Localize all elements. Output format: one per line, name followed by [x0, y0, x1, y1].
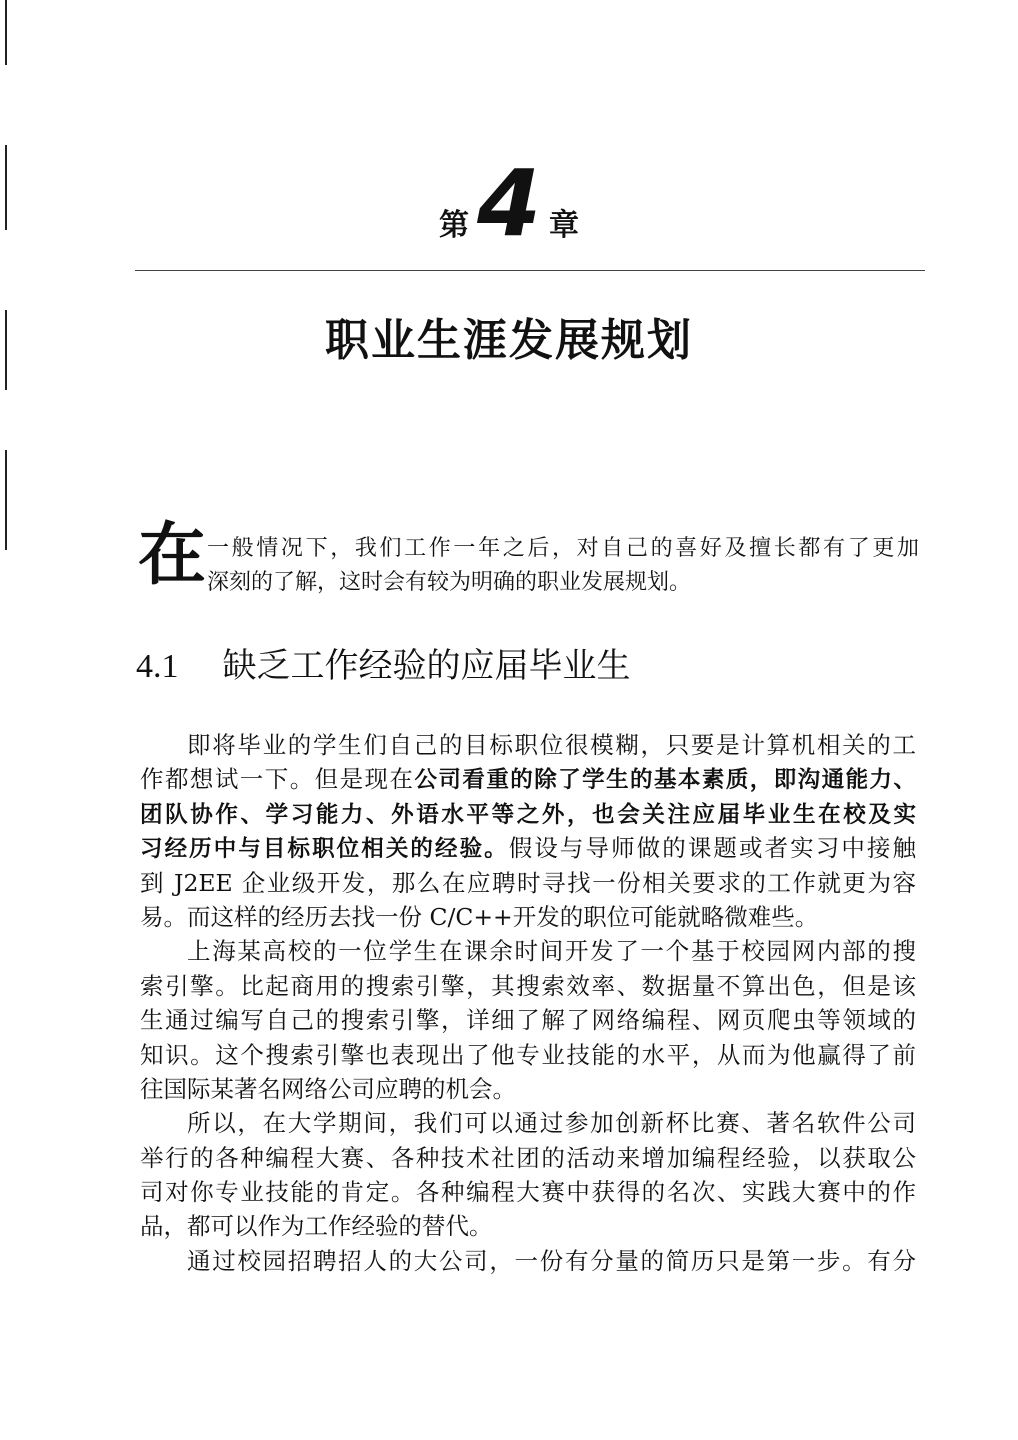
body-text	[140, 728, 916, 1278]
scan-edge-mark	[5, 450, 7, 550]
intro-line: 深刻的了解，这时会有较为明确的职业发展规划。	[207, 570, 692, 595]
chapter-number: 4	[476, 150, 541, 257]
divider	[135, 270, 925, 271]
emphasis: 公司看重的除了学生的基本素质，即沟通能力、	[414, 767, 916, 794]
chapter-suffix: 章	[549, 208, 579, 243]
chapter-prefix: 第	[438, 208, 469, 243]
scan-edge-mark	[5, 0, 7, 65]
emphasis: 团队协作、学习能力、外语水平等之外，也会关注应届毕业生在校及实	[140, 801, 916, 828]
paragraph: 所以，在大学期间，我们可以通过参加创新杯比赛、著名软件公司 举行的各种编程大赛、各种技术社团的活动来增加编程经验，以获取公 司对你专业技能的肯定。各种编程大赛中获得的名次、实践大赛中的作 品，都可以作为工作经验的替代。	[140, 1109, 916, 1241]
dropcap: 在	[138, 516, 207, 595]
chapter-heading	[0, 150, 1018, 257]
emphasis: 习经历中与目标职位相关的经验。	[140, 836, 509, 863]
chapter-title: 职业生涯发展规划	[325, 315, 693, 366]
intro-line: 一般情况下，我们工作一年之后，对自己的喜好及擅长都有了更加	[207, 536, 919, 561]
section-heading: 4.1 缺乏工作经验的应届毕业生	[136, 646, 631, 686]
paragraph: 即将毕业的学生们自己的目标职位很模糊，只要是计算机相关的工 作都想试一下。但是现在公司看重的除了学生的基本素质，即沟通能力、 团队协作、学习能力、外语水平等之外，也会关注应届毕业生在校及实 习经历中与目标职位相关的经验。假设与导师做的课题或者实习中接触 到 J2EE 企业级开发，那么在应聘时寻找一份相关要求的工作就更为容 易。而这样的经历去找一份 C/C++开发的职位可能就略微难些。	[140, 731, 916, 931]
paragraph: 上海某高校的一位学生在课余时间开发了一个基于校园网内部的搜 索引擎。比起商用的搜索引擎，其搜索效率、数据量不算出色，但是该 生通过编写自己的搜索引擎，详细了解了网络编程、网页爬虫等领域的 知识。这个搜索引擎也表现出了他专业技能的水平，从而为他赢得了前 往国际某著名网络公司应聘的机会。	[140, 937, 916, 1103]
paragraph: 通过校园招聘招人的大公司，一份有分量的简历只是第一步。有分	[187, 1246, 916, 1275]
